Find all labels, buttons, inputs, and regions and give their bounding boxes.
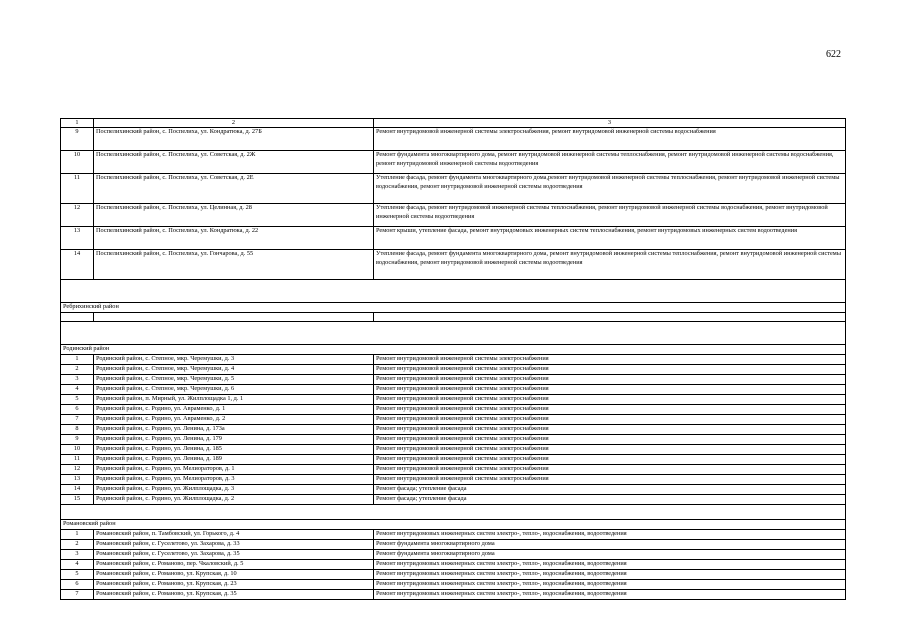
row-address: Поспелихинский район, с. Поспелиха, ул. Целинная, д. 28 — [94, 204, 374, 227]
table-row — [61, 445, 846, 455]
table-row — [61, 435, 846, 445]
table-row — [61, 405, 846, 415]
table-header-row — [61, 119, 846, 128]
row-address: Родинский район, с. Родино, ул. Жилплощадка, д. 3 — [94, 485, 374, 495]
table-row — [61, 395, 846, 405]
table-row — [61, 590, 846, 600]
row-number: 2 — [61, 540, 94, 550]
row-number: 9 — [61, 435, 94, 445]
row-works: Ремонт внутридомовой инженерной системы электроснабжения — [374, 435, 846, 445]
row-address: Родинский район, с. Родино, ул. Жилплощадка, д. 2 — [94, 495, 374, 505]
row-address: Романовский район, с. Гуселетово, ул. Захарова, д. 33 — [94, 540, 374, 550]
region-title-rebrikha: Ребрихинский район — [61, 303, 846, 313]
row-address: Родинский район, с. Родино, ул. Мелиораторов, д. 1 — [94, 465, 374, 475]
table-row — [61, 455, 846, 465]
row-number: 3 — [61, 550, 94, 560]
header-col-3: 3 — [374, 119, 846, 128]
row-works: Ремонт внутридомовой инженерной системы электроснабжения — [374, 415, 846, 425]
table-row — [61, 250, 846, 280]
row-number: 6 — [61, 405, 94, 415]
table-row — [61, 530, 846, 540]
table-row — [61, 128, 846, 151]
empty-row — [61, 313, 846, 322]
spacer-row — [61, 505, 846, 520]
row-works: Ремонт внутридомовой инженерной системы электроснабжения — [374, 375, 846, 385]
row-address: Романовский район, с. Романово, ул. Крупская, д. 10 — [94, 570, 374, 580]
row-number: 10 — [61, 151, 94, 174]
row-address: Родинский район, п. Мирный, ул. Жилплощадка 1, д. 1 — [94, 395, 374, 405]
row-works: Ремонт фундамента многоквартирного дома — [374, 540, 846, 550]
row-address: Родинский район, с. Родино, ул. Ленина, д. 179 — [94, 435, 374, 445]
table-row — [61, 540, 846, 550]
row-address: Романовский район, с. Гуселетово, ул. Захарова, д. 35 — [94, 550, 374, 560]
row-address: Романовский район, п. Тамбовский, ул. Горького, д. 4 — [94, 530, 374, 540]
table-row — [61, 580, 846, 590]
table-row — [61, 415, 846, 425]
header-col-2: 2 — [94, 119, 374, 128]
table-row — [61, 227, 846, 250]
row-address: Родинский район, с. Степное, мкр. Черемушки, д. 5 — [94, 375, 374, 385]
row-number: 1 — [61, 355, 94, 365]
table-row — [61, 485, 846, 495]
row-address: Поспелихинский район, с. Поспелиха, ул. Гончарова, д. 55 — [94, 250, 374, 280]
table-row — [61, 495, 846, 505]
table-row — [61, 465, 846, 475]
row-address: Родинский район, с. Родино, ул. Ленина, д. 185 — [94, 445, 374, 455]
row-works: Ремонт внутридомовой инженерной системы электроснабжения, ремонт внутридомовой инженерной системы водоснабжения — [374, 128, 846, 151]
row-works: Ремонт внутридомовых инженерных систем электро-, тепло-, водоснабжения, водоотведения — [374, 570, 846, 580]
table-row — [61, 385, 846, 395]
row-works: Ремонт внутридомовой инженерной системы электроснабжения — [374, 455, 846, 465]
row-number: 10 — [61, 445, 94, 455]
row-number: 3 — [61, 375, 94, 385]
row-number: 9 — [61, 128, 94, 151]
page-number: 622 — [826, 49, 841, 60]
row-number: 5 — [61, 570, 94, 580]
row-number: 14 — [61, 250, 94, 280]
region-title-rodino: Родинский район — [61, 345, 846, 355]
row-number: 1 — [61, 530, 94, 540]
row-number: 7 — [61, 415, 94, 425]
row-works: Ремонт фасада; утепление фасада — [374, 485, 846, 495]
table-row — [61, 355, 846, 365]
row-address: Поспелихинский район, с. Поспелиха, ул. Советская, д. 2Ж — [94, 151, 374, 174]
row-number: 12 — [61, 465, 94, 475]
row-address: Романовский район, с. Романово, ул. Крупская, д. 35 — [94, 590, 374, 600]
region-row — [61, 345, 846, 355]
row-works: Ремонт фундамента многоквартирного дома — [374, 550, 846, 560]
repair-program-table — [60, 118, 846, 600]
row-address: Родинский район, с. Родино, ул. Авраменко, д. 1 — [94, 405, 374, 415]
table-row — [61, 560, 846, 570]
row-number: 11 — [61, 455, 94, 465]
table-row — [61, 570, 846, 580]
row-works: Ремонт внутридомовых инженерных систем электро-, тепло-, водоснабжения, водоотведения — [374, 580, 846, 590]
row-address: Романовский район, с. Романово, ул. Крупская, д. 23 — [94, 580, 374, 590]
spacer-row — [61, 322, 846, 345]
region-title-romanovo: Романовский район — [61, 520, 846, 530]
table-row — [61, 174, 846, 204]
row-number: 6 — [61, 580, 94, 590]
region-row — [61, 520, 846, 530]
row-number: 12 — [61, 204, 94, 227]
row-address: Поспелихинский район, с. Поспелиха, ул. Советская, д. 2Е — [94, 174, 374, 204]
table-row — [61, 425, 846, 435]
row-works: Ремонт внутридомовой инженерной системы электроснабжения — [374, 425, 846, 435]
row-works: Утепление фасада, ремонт внутридомовой инженерной системы теплоснабжения, ремонт внутридомовой инженерной системы водоснабжения, ремонт внутридомовой инженерной системы водоотведения — [374, 204, 846, 227]
table-row — [61, 204, 846, 227]
row-works: Ремонт внутридомовой инженерной системы электроснабжения — [374, 445, 846, 455]
row-number: 14 — [61, 485, 94, 495]
row-number: 5 — [61, 395, 94, 405]
row-works: Ремонт фасада; утепление фасада — [374, 495, 846, 505]
row-works: Ремонт фундамента многоквартирного дома, ремонт внутридомовой инженерной системы теплоснабжения, ремонт внутридомовой инженерной системы водоснабжения, ремонт внутридомовой инженерной системы водоотведения — [374, 151, 846, 174]
row-works: Ремонт крыши, утепление фасада, ремонт внутридомовых инженерных систем теплоснабжения, ремонт внутридомовых инженерных систем водоотведения — [374, 227, 846, 250]
header-col-1: 1 — [61, 119, 94, 128]
row-address: Поспелихинский район, с. Поспелиха, ул. Кондратюка, д. 22 — [94, 227, 374, 250]
row-works: Ремонт внутридомовой инженерной системы электроснабжения — [374, 475, 846, 485]
table-row — [61, 475, 846, 485]
row-address: Родинский район, с. Степное, мкр. Черемушки, д. 6 — [94, 385, 374, 395]
row-works: Утепление фасада, ремонт фундамента многоквартирного дома, ремонт внутридомовой инженерной системы теплоснабжения, ремонт внутридомовой инженерной системы водоснабжения, ремонт внутридомовой инженерной системы водоотведения — [374, 250, 846, 280]
row-number: 11 — [61, 174, 94, 204]
row-number: 8 — [61, 425, 94, 435]
row-address: Родинский район, с. Родино, ул. Ленина, д. 189 — [94, 455, 374, 465]
table-row — [61, 365, 846, 375]
row-number: 13 — [61, 227, 94, 250]
row-number: 13 — [61, 475, 94, 485]
row-works: Ремонт внутридомовой инженерной системы электроснабжения — [374, 405, 846, 415]
row-number: 4 — [61, 560, 94, 570]
table-row — [61, 550, 846, 560]
row-number: 7 — [61, 590, 94, 600]
row-works: Ремонт внутридомовой инженерной системы электроснабжения — [374, 365, 846, 375]
row-works: Ремонт внутридомовой инженерной системы электроснабжения — [374, 355, 846, 365]
row-number: 4 — [61, 385, 94, 395]
row-address: Родинский район, с. Степное, мкр. Черемушки, д. 4 — [94, 365, 374, 375]
row-address: Родинский район, с. Степное, мкр. Черемушки, д. 3 — [94, 355, 374, 365]
row-number: 2 — [61, 365, 94, 375]
row-address: Родинский район, с. Родино, ул. Мелиораторов, д. 3 — [94, 475, 374, 485]
row-number: 15 — [61, 495, 94, 505]
spacer-row — [61, 280, 846, 303]
row-address: Романовский район, с. Романово, пер. Чкаловский, д. 5 — [94, 560, 374, 570]
row-works: Ремонт внутридомовых инженерных систем электро-, тепло-, водоснабжения, водоотведения — [374, 590, 846, 600]
row-works: Ремонт внутридомовой инженерной системы электроснабжения — [374, 465, 846, 475]
row-address: Родинский район, с. Родино, ул. Ленина, д. 173а — [94, 425, 374, 435]
row-address: Родинский район, с. Родино, ул. Авраменко, д. 2 — [94, 415, 374, 425]
row-works: Ремонт внутридомовых инженерных систем электро-, тепло-, водоснабжения, водоотведения — [374, 560, 846, 570]
table-row — [61, 151, 846, 174]
row-works: Ремонт внутридомовых инженерных систем электро-, тепло-, водоснабжения, водоотведения — [374, 530, 846, 540]
table-row — [61, 375, 846, 385]
region-row — [61, 303, 846, 313]
row-works: Ремонт внутридомовой инженерной системы электроснабжения — [374, 395, 846, 405]
row-works: Ремонт внутридомовой инженерной системы электроснабжения — [374, 385, 846, 395]
row-works: Утепление фасада, ремонт фундамента многоквартирного дома,ремонт внутридомовой инженерной системы теплоснабжения, ремонт внутридомовой инженерной системы водоснабжения, ремонт внутридомовой инженерной системы водоотведения — [374, 174, 846, 204]
row-address: Поспелихинский район, с. Поспелиха, ул. Кондратюка, д. 27Б — [94, 128, 374, 151]
